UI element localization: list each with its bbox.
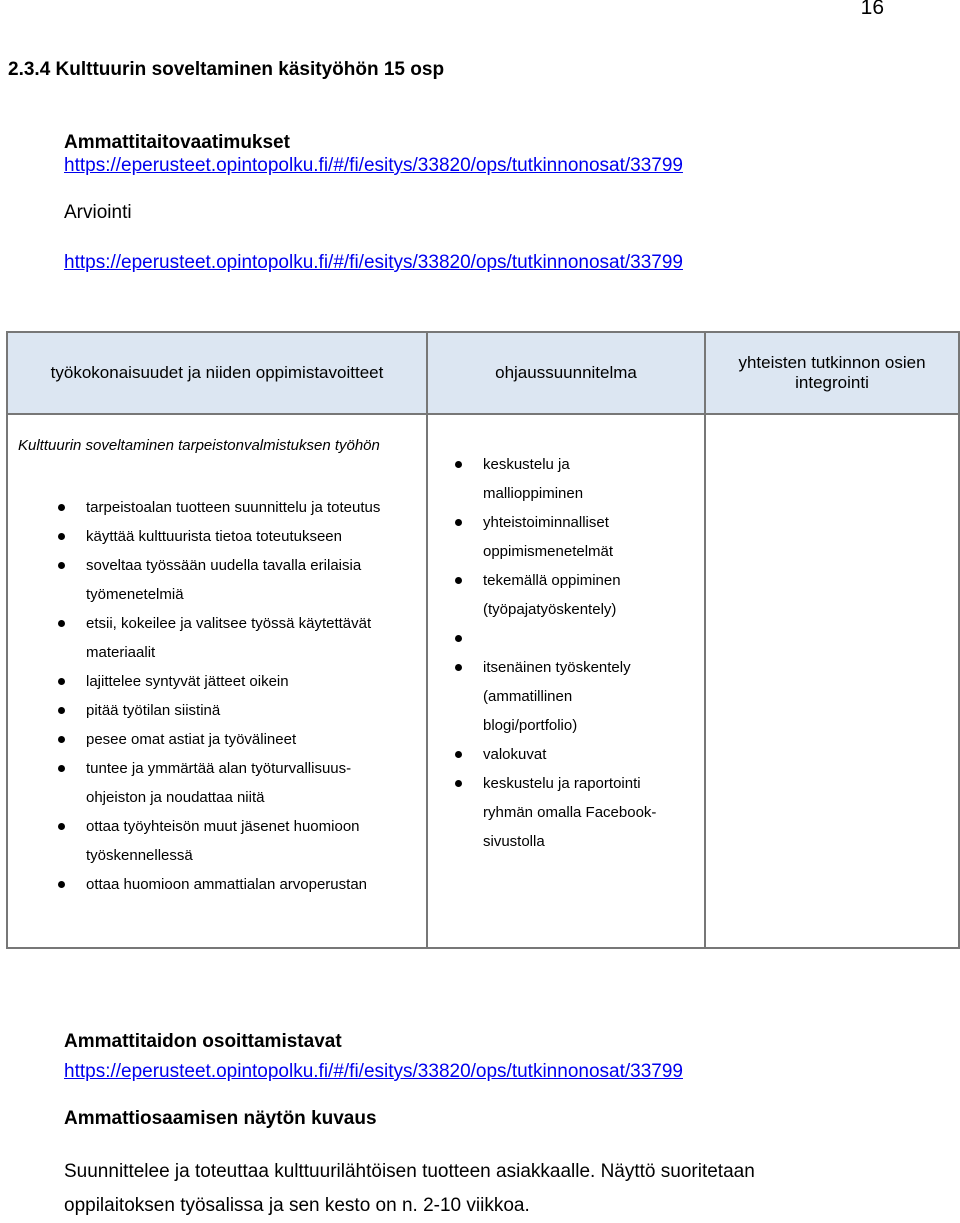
- page-number: 16: [860, 0, 884, 19]
- demonstration-link[interactable]: https://eperusteet.opintopolku.fi/#/fi/esitys/33820/ops/tutkinnonosat/33799: [64, 1061, 683, 1082]
- list-item: keskustelu ja mallioppiminen: [453, 450, 653, 508]
- header-objectives: työkokonaisuudet ja niiden oppimistavoitteet: [7, 332, 427, 414]
- requirements-link[interactable]: https://eperusteet.opintopolku.fi/#/fi/esitys/33820/ops/tutkinnonosat/33799: [64, 155, 683, 176]
- guidance-list: [453, 450, 657, 856]
- objectives-intro: Kulttuurin soveltaminen tarpeistonvalmistuksen työhön: [18, 437, 380, 454]
- assessment-link[interactable]: https://eperusteet.opintopolku.fi/#/fi/esitys/33820/ops/tutkinnonosat/33799: [64, 252, 683, 273]
- list-item: ottaa huomioon ammattialan arvoperustan: [56, 870, 416, 899]
- list-item: yhteistoiminnalliset oppimismenetelmät: [453, 508, 633, 566]
- exam-heading: Ammattiosaamisen näytön kuvaus: [64, 1108, 377, 1129]
- integration-cell: [705, 414, 959, 948]
- guidance-cell: [427, 414, 705, 948]
- objectives-list: [56, 493, 416, 899]
- list-item: soveltaa työssään uudella tavalla erilaisia työmenetelmiä: [56, 551, 416, 609]
- list-item: tuntee ja ymmärtää alan työturvallisuus-ohjeiston ja noudattaa niitä: [56, 754, 386, 812]
- list-item: itsenäinen työskentely (ammatillinen blogi/portfolio): [453, 653, 653, 740]
- header-guidance: ohjaussuunnitelma: [427, 332, 705, 414]
- list-item: pitää työtilan siistinä: [56, 696, 416, 725]
- curriculum-table: [6, 331, 960, 949]
- header-integration: yhteisten tutkinnon osien integrointi: [705, 332, 959, 414]
- exam-description: Suunnittelee ja toteuttaa kulttuurilähtöisen tuotteen asiakkaalle. Näyttö suoritetaan oppilaitoksen työsalissa ja sen kesto on n. 2-10 viikkoa.: [64, 1161, 755, 1216]
- list-item: valokuvat: [453, 740, 653, 769]
- assessment-heading: Arviointi: [64, 202, 132, 223]
- list-item: pesee omat astiat ja työvälineet: [56, 725, 416, 754]
- list-item: tekemällä oppiminen (työpajatyöskentely): [453, 566, 653, 624]
- table-row: [7, 414, 959, 948]
- list-item: keskustelu ja raportointi ryhmän omalla Facebook-sivustolla: [453, 769, 683, 856]
- section-title: 2.3.4 Kulttuurin soveltaminen käsityöhön 15 osp: [8, 59, 445, 80]
- list-item: etsii, kokeilee ja valitsee työssä käytettävät materiaalit: [56, 609, 416, 667]
- requirements-heading: Ammattitaitovaatimukset: [64, 132, 290, 153]
- list-item: ottaa työyhteisön muut jäsenet huomioon työskennellessä: [56, 812, 416, 870]
- demonstration-heading: Ammattitaidon osoittamistavat: [64, 1031, 342, 1052]
- table-header-row: [7, 332, 959, 414]
- list-item: [453, 624, 653, 653]
- objectives-cell: [7, 414, 427, 948]
- list-item: käyttää kulttuurista tietoa toteutukseen: [56, 522, 416, 551]
- list-item: tarpeistoalan tuotteen suunnittelu ja toteutus: [56, 493, 416, 522]
- list-item: lajittelee syntyvät jätteet oikein: [56, 667, 416, 696]
